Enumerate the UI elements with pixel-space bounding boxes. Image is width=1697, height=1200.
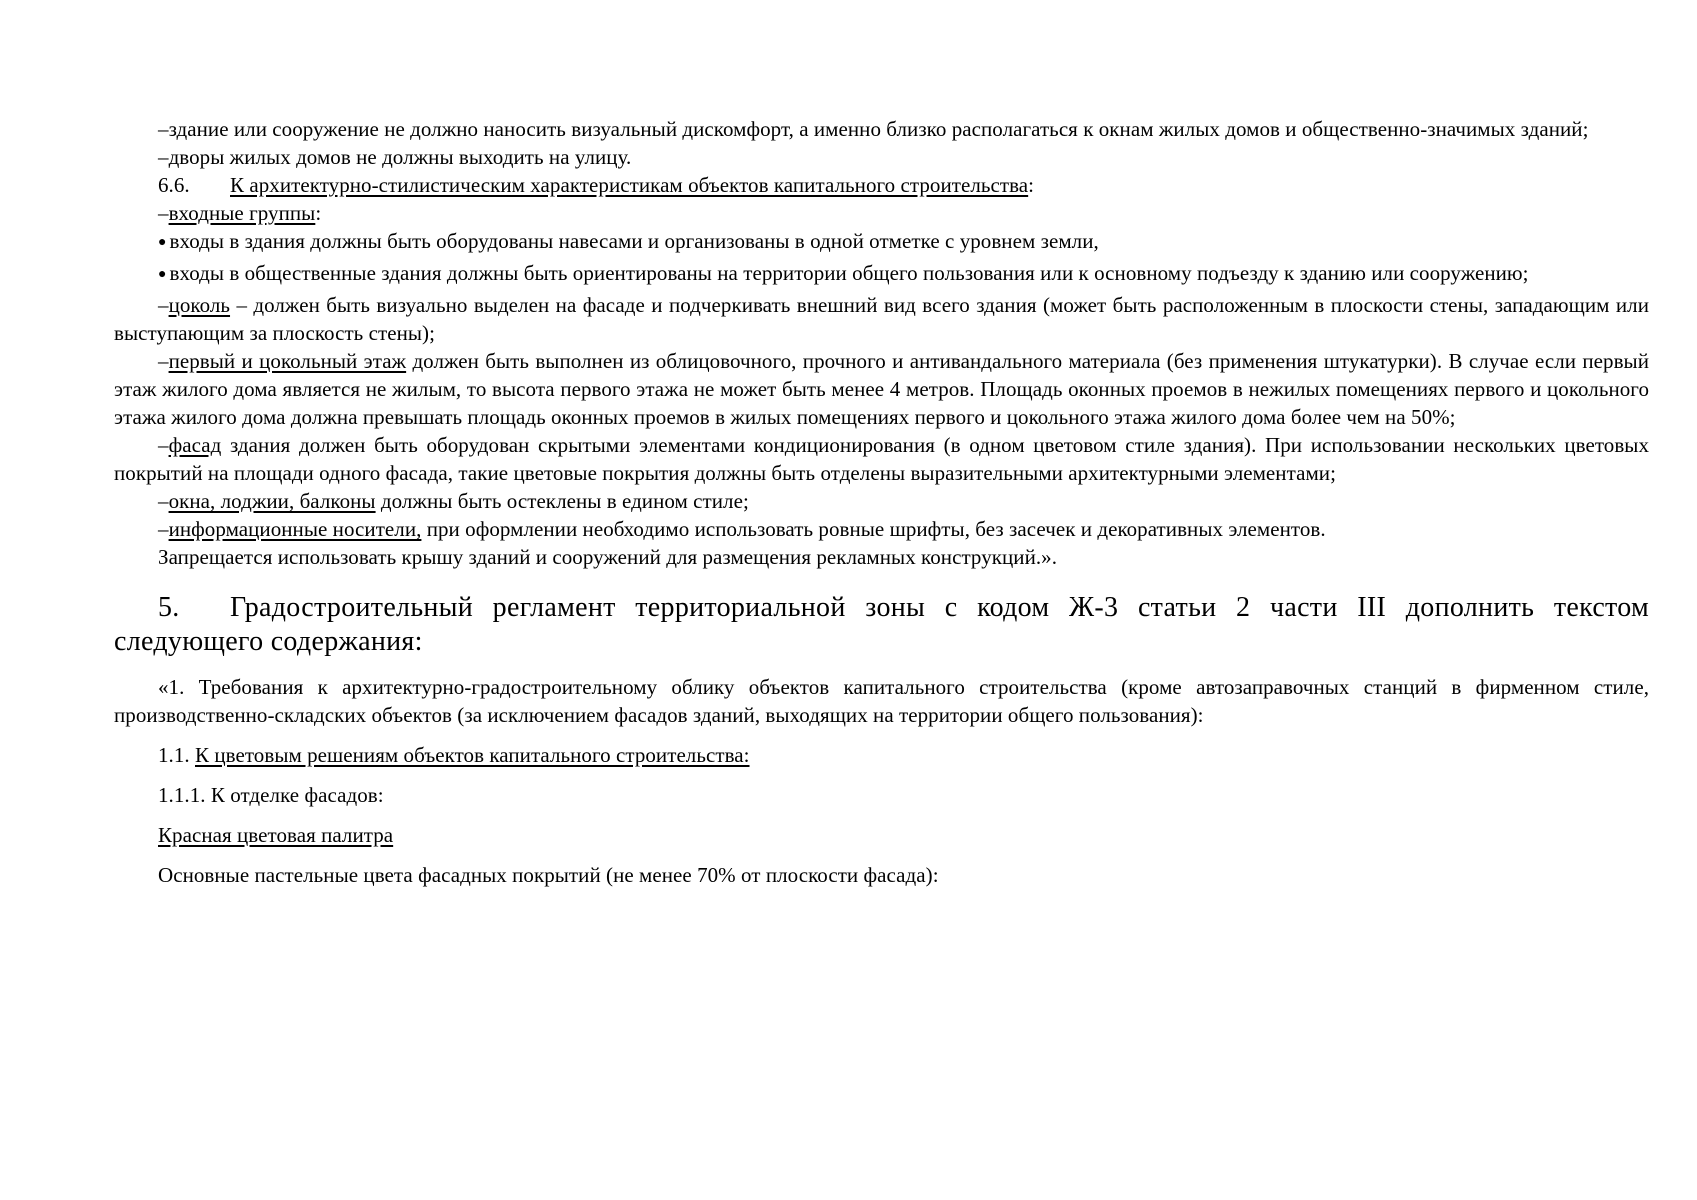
paragraph-plinth <box>114 291 1649 347</box>
paragraph-text: «1. Требования к архитектурно-градостроительному облику объектов капитального строительства (кроме автозаправочных станций в фирменном стиле, производственно-складских объектов (за исключением фасадов зданий, выходящих на территории общего пользования): <box>114 675 1649 727</box>
section-1-1 <box>114 741 1649 769</box>
palette-title <box>114 821 1649 849</box>
paragraph-text: Запрещается использовать крышу зданий и сооружений для размещения рекламных конструкций.». <box>158 545 1058 569</box>
dash-marker: – <box>158 517 169 541</box>
section-number: 1.1. <box>158 743 195 767</box>
dash-marker: – <box>158 117 169 141</box>
paragraph-text: здания должен быть оборудован скрытыми элементами кондиционирования (в одном цветовом стиле здания). При использовании нескольких цветовых покрытий на площади одного фасада, такие цветовые покрытия должны быть отделены выразительными архитектурными элементами; <box>114 433 1649 485</box>
dash-marker: – <box>158 201 169 225</box>
paragraph-visual-discomfort <box>114 115 1649 143</box>
term-underlined: окна, лоджии, балконы <box>168 489 376 513</box>
paragraph-text: должны быть остеклены в едином стиле; <box>375 489 749 513</box>
paragraph-ground-floor <box>114 347 1649 431</box>
dash-marker: – <box>158 293 169 317</box>
paragraph-requirements <box>114 673 1649 729</box>
paragraph-info-carriers <box>114 515 1649 543</box>
paragraph-text: здание или сооружение не должно наносить визуальный дискомфорт, а именно близко располагаться к окнам жилых домов и общественно-значимых зданий; <box>168 117 1589 141</box>
bullet-text: входы в здания должны быть оборудованы навесами и организованы в одной отметке с уровнем земли, <box>169 229 1099 253</box>
section-number: 6.6. <box>158 173 190 197</box>
bullet-icon: ● <box>158 267 167 282</box>
paragraph-text: Основные пастельные цвета фасадных покрытий (не менее 70% от плоскости фасада): <box>158 863 939 887</box>
dash-marker: – <box>158 145 169 169</box>
paragraph-entrance-groups <box>114 199 1649 227</box>
dash-marker: – <box>158 489 169 513</box>
term-underlined: входные группы <box>168 201 316 225</box>
bullet-text: входы в общественные здания должны быть ориентированы на территории общего пользования или к основному подъезду к зданию или сооружению; <box>169 261 1529 285</box>
heading-number: 5. <box>158 592 180 623</box>
paragraph-text: должен быть выполнен из облицовочного, прочного и антивандального материала (без применения штукатурки). В случае если первый этаж жилого дома является не жилым, то высота первого этажа не может быть менее 4 метров. Площадь оконных проемов в нежилых помещениях первого и цокольного этажа жилого дома должна превышать площадь оконных проемов в жилых помещениях первого и цокольного этажа жилого дома более чем на 50%; <box>114 349 1649 429</box>
section-1-1-1 <box>114 781 1649 809</box>
paragraph-windows <box>114 487 1649 515</box>
bullet-icon: ● <box>158 235 167 250</box>
term-underlined: цоколь <box>168 293 231 317</box>
bullet-item-public-entrances <box>114 259 1649 291</box>
heading-text: Градостроительный регламент территориальной зоны с кодом Ж-3 статьи 2 части III дополнить текстом следующего содержания: <box>114 592 1649 657</box>
term-underlined: первый и цокольный этаж <box>168 349 407 373</box>
term-underlined: фасад <box>168 433 222 457</box>
section-title: К цветовым решениям объектов капитального строительства: <box>195 743 750 767</box>
section-colon: : <box>1028 173 1035 197</box>
section-6-6 <box>114 171 1649 199</box>
term-underlined: информационные носители, <box>168 517 422 541</box>
paragraph-courtyards <box>114 143 1649 171</box>
term-colon: : <box>315 201 322 225</box>
paragraph-pastel-colors <box>114 861 1649 889</box>
dash-marker: – <box>158 349 169 373</box>
section-title: К архитектурно-стилистическим характеристикам объектов капитального строительства <box>230 173 1029 197</box>
paragraph-text: дворы жилых домов не должны выходить на улицу. <box>168 145 632 169</box>
dash-marker: – <box>158 433 169 457</box>
paragraph-text: 1.1.1. К отделке фасадов: <box>158 783 384 807</box>
section-heading-5 <box>114 591 1649 659</box>
paragraph-facade <box>114 431 1649 487</box>
bullet-item-entrances <box>114 227 1649 259</box>
palette-title-text: Красная цветовая палитра <box>158 823 394 847</box>
paragraph-text: – должен быть визуально выделен на фасаде и подчеркивать внешний вид всего здания (может быть расположенным в плоскости стены, западающим или выступающим за плоскость стены); <box>114 293 1649 345</box>
paragraph-text: при оформлении необходимо использовать ровные шрифты, без засечек и декоративных элементов. <box>421 517 1326 541</box>
paragraph-roof-ads <box>114 543 1649 571</box>
